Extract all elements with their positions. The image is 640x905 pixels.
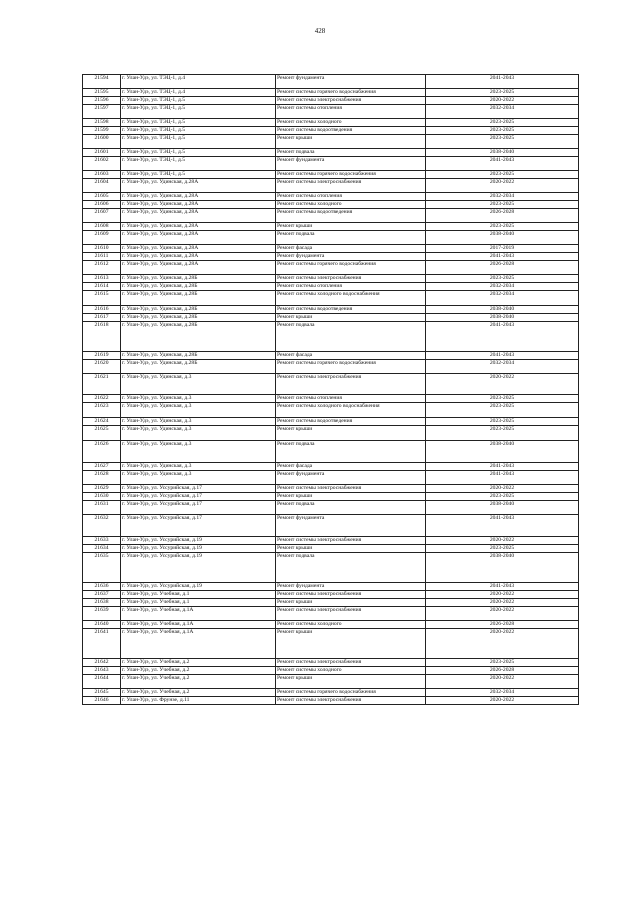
period-cell: 2020-2022 <box>426 607 579 621</box>
work-type-cell: Ремонт системы электроснабжения <box>276 607 426 621</box>
address-cell: г. Улан-Удэ, ул. ТЭЦ-1, д.4 <box>121 75 276 89</box>
address-cell: г. Улан-Удэ, ул. Удинская, д.3 <box>121 403 276 418</box>
address-cell: г. Улан-Удэ, ул. Удинская, д.28Б <box>121 352 276 360</box>
table-row <box>83 374 579 395</box>
table-row <box>83 583 579 591</box>
row-number-cell: 21615 <box>83 291 121 306</box>
period-cell: 2026-2028 <box>426 667 579 675</box>
work-type-cell: Ремонт системы электроснабжения <box>276 275 426 283</box>
row-number-cell: 21632 <box>83 515 121 537</box>
table-row <box>83 659 579 667</box>
address-cell: г. Улан-Удэ, ул. Удинская, д.28А <box>121 209 276 223</box>
work-type-cell: Ремонт системы холодного водоснабжения <box>276 403 426 418</box>
period-cell: 2032-2034 <box>426 193 579 201</box>
address-cell: г. Улан-Удэ, ул. ТЭЦ-1, д.5 <box>121 149 276 157</box>
address-cell: г. Улан-Удэ, ул. Учебная, д.2 <box>121 667 276 675</box>
work-type-cell: Ремонт системы горячего водоснабжения <box>276 360 426 374</box>
period-cell: 2038-2040 <box>426 231 579 245</box>
page-number: 428 <box>314 27 326 35</box>
row-number-cell: 21634 <box>83 545 121 553</box>
row-number-cell: 21640 <box>83 621 121 629</box>
table-row <box>83 553 579 583</box>
table-row <box>83 591 579 599</box>
period-cell: 2032-2034 <box>426 283 579 291</box>
table-body <box>83 75 579 705</box>
row-number-cell: 21600 <box>83 135 121 149</box>
work-type-cell: Ремонт системы отопления <box>276 193 426 201</box>
address-cell: г. Улан-Удэ, ул. Учебная, д.1А <box>121 629 276 659</box>
repair-schedule-table <box>82 74 579 705</box>
row-number-cell: 21622 <box>83 395 121 403</box>
address-cell: г. Улан-Удэ, ул. Удинская, д.3 <box>121 395 276 403</box>
period-cell: 2038-2040 <box>426 501 579 515</box>
work-type-cell: Ремонт крыши <box>276 493 426 501</box>
table-row <box>83 501 579 515</box>
work-type-cell: Ремонт системы электроснабжения <box>276 697 426 705</box>
table-row <box>83 689 579 697</box>
period-cell: 2038-2040 <box>426 149 579 157</box>
row-number-cell: 21642 <box>83 659 121 667</box>
period-cell: 2041-2043 <box>426 157 579 171</box>
work-type-cell: Ремонт фасада <box>276 352 426 360</box>
address-cell: г. Улан-Удэ, ул. ТЭЦ-1, д.5 <box>121 171 276 179</box>
work-type-cell: Ремонт крыши <box>276 675 426 689</box>
row-number-cell: 21611 <box>83 253 121 261</box>
period-cell: 2020-2022 <box>426 179 579 193</box>
address-cell: г. Улан-Удэ, ул. Удинская, д.3 <box>121 471 276 485</box>
period-cell: 2023-2025 <box>426 659 579 667</box>
row-number-cell: 21616 <box>83 306 121 314</box>
address-cell: г. Улан-Удэ, ул. Удинская, д.28А <box>121 261 276 275</box>
table-row <box>83 179 579 193</box>
work-type-cell: Ремонт подвала <box>276 553 426 583</box>
table-row <box>83 209 579 223</box>
table-row <box>83 485 579 493</box>
table-row <box>83 127 579 135</box>
work-type-cell: Ремонт крыши <box>276 426 426 441</box>
period-cell: 2023-2025 <box>426 418 579 426</box>
work-type-cell: Ремонт системы холодного <box>276 201 426 209</box>
table-row <box>83 493 579 501</box>
period-cell: 2041-2043 <box>426 463 579 471</box>
period-cell: 2041-2043 <box>426 322 579 352</box>
work-type-cell: Ремонт подвала <box>276 322 426 352</box>
work-type-cell: Ремонт фундамента <box>276 471 426 485</box>
work-type-cell: Ремонт системы электроснабжения <box>276 591 426 599</box>
work-type-cell: Ремонт системы электроснабжения <box>276 97 426 105</box>
period-cell: 2038-2040 <box>426 441 579 463</box>
row-number-cell: 21633 <box>83 537 121 545</box>
table-row <box>83 253 579 261</box>
period-cell: 2041-2043 <box>426 515 579 537</box>
table-row <box>83 314 579 322</box>
period-cell: 2041-2043 <box>426 75 579 89</box>
table-row <box>83 157 579 171</box>
address-cell: г. Улан-Удэ, ул. Удинская, д.28Б <box>121 291 276 306</box>
address-cell: г. Улан-Удэ, ул. ТЭЦ-1, д.4 <box>121 89 276 97</box>
period-cell: 2020-2022 <box>426 697 579 705</box>
address-cell: г. Улан-Удэ, ул. Удинская, д.28Б <box>121 283 276 291</box>
table-row <box>83 275 579 283</box>
period-cell: 2020-2022 <box>426 485 579 493</box>
address-cell: г. Улан-Удэ, ул. ТЭЦ-1, д.5 <box>121 105 276 119</box>
work-type-cell: Ремонт подвала <box>276 149 426 157</box>
period-cell: 2023-2025 <box>426 395 579 403</box>
table-row <box>83 75 579 89</box>
row-number-cell: 21641 <box>83 629 121 659</box>
work-type-cell: Ремонт системы горячего водоснабжения <box>276 171 426 179</box>
work-type-cell: Ремонт фасада <box>276 463 426 471</box>
work-type-cell: Ремонт подвала <box>276 501 426 515</box>
period-cell: 2020-2022 <box>426 97 579 105</box>
period-cell: 2023-2025 <box>426 119 579 127</box>
row-number-cell: 21601 <box>83 149 121 157</box>
work-type-cell: Ремонт системы отопления <box>276 283 426 291</box>
table-row <box>83 395 579 403</box>
table-row <box>83 441 579 463</box>
row-number-cell: 21609 <box>83 231 121 245</box>
table-row <box>83 135 579 149</box>
address-cell: г. Улан-Удэ, ул. Учебная, д.2 <box>121 689 276 697</box>
period-cell: 2032-2034 <box>426 291 579 306</box>
table-row <box>83 418 579 426</box>
table-row <box>83 629 579 659</box>
period-cell: 2026-2028 <box>426 621 579 629</box>
work-type-cell: Ремонт системы горячего водоснабжения <box>276 689 426 697</box>
work-type-cell: Ремонт системы отопления <box>276 105 426 119</box>
address-cell: г. Улан-Удэ, ул. Удинская, д.28А <box>121 193 276 201</box>
address-cell: г. Улан-Удэ, ул. Удинская, д.3 <box>121 426 276 441</box>
period-cell: 2023-2025 <box>426 171 579 179</box>
period-cell: 2020-2022 <box>426 537 579 545</box>
row-number-cell: 21604 <box>83 179 121 193</box>
table-row <box>83 667 579 675</box>
period-cell: 2023-2025 <box>426 223 579 231</box>
row-number-cell: 21610 <box>83 245 121 253</box>
period-cell: 2020-2022 <box>426 629 579 659</box>
address-cell: г. Улан-Удэ, ул. Уссурийская, д.19 <box>121 583 276 591</box>
table-row <box>83 283 579 291</box>
address-cell: г. Улан-Удэ, ул. ТЭЦ-1, д.5 <box>121 127 276 135</box>
table-row <box>83 291 579 306</box>
row-number-cell: 21598 <box>83 119 121 127</box>
period-cell: 2038-2040 <box>426 306 579 314</box>
row-number-cell: 21613 <box>83 275 121 283</box>
address-cell: г. Улан-Удэ, ул. Удинская, д.28Б <box>121 275 276 283</box>
row-number-cell: 21621 <box>83 374 121 395</box>
row-number-cell: 21627 <box>83 463 121 471</box>
row-number-cell: 21645 <box>83 689 121 697</box>
row-number-cell: 21631 <box>83 501 121 515</box>
period-cell: 2020-2022 <box>426 599 579 607</box>
row-number-cell: 21612 <box>83 261 121 275</box>
work-type-cell: Ремонт фасада <box>276 245 426 253</box>
table-row <box>83 201 579 209</box>
address-cell: г. Улан-Удэ, ул. Фрунзе, д.11 <box>121 697 276 705</box>
address-cell: г. Улан-Удэ, ул. Уссурийская, д.17 <box>121 501 276 515</box>
address-cell: г. Улан-Удэ, ул. Удинская, д.28А <box>121 201 276 209</box>
address-cell: г. Улан-Удэ, ул. Учебная, д.1 <box>121 599 276 607</box>
table-row <box>83 621 579 629</box>
work-type-cell: Ремонт системы холодного <box>276 621 426 629</box>
work-type-cell: Ремонт системы горячего водоснабжения <box>276 89 426 97</box>
table-row <box>83 463 579 471</box>
row-number-cell: 21636 <box>83 583 121 591</box>
address-cell: г. Улан-Удэ, ул. Учебная, д.2 <box>121 675 276 689</box>
work-type-cell: Ремонт системы электроснабжения <box>276 374 426 395</box>
address-cell: г. Улан-Удэ, ул. Уссурийская, д.19 <box>121 545 276 553</box>
address-cell: г. Улан-Удэ, ул. Удинская, д.28А <box>121 179 276 193</box>
table-row <box>83 607 579 621</box>
row-number-cell: 21629 <box>83 485 121 493</box>
table-row <box>83 306 579 314</box>
work-type-cell: Ремонт крыши <box>276 314 426 322</box>
row-number-cell: 21607 <box>83 209 121 223</box>
row-number-cell: 21628 <box>83 471 121 485</box>
address-cell: г. Улан-Удэ, ул. Уссурийская, д.17 <box>121 485 276 493</box>
period-cell: 2032-2034 <box>426 360 579 374</box>
address-cell: г. Улан-Удэ, ул. Удинская, д.28А <box>121 223 276 231</box>
table-row <box>83 245 579 253</box>
work-type-cell: Ремонт системы горячего водоснабжения <box>276 261 426 275</box>
period-cell: 2023-2025 <box>426 201 579 209</box>
row-number-cell: 21618 <box>83 322 121 352</box>
work-type-cell: Ремонт фундамента <box>276 75 426 89</box>
address-cell: г. Улан-Удэ, ул. Удинская, д.28А <box>121 253 276 261</box>
table-row <box>83 426 579 441</box>
period-cell: 2026-2028 <box>426 209 579 223</box>
work-type-cell: Ремонт системы электроснабжения <box>276 659 426 667</box>
period-cell: 2038-2040 <box>426 314 579 322</box>
table-row <box>83 599 579 607</box>
table-row <box>83 171 579 179</box>
address-cell: г. Улан-Удэ, ул. Учебная, д.2 <box>121 659 276 667</box>
period-cell: 2023-2025 <box>426 493 579 501</box>
table-row <box>83 193 579 201</box>
address-cell: г. Улан-Удэ, ул. Удинская, д.28Б <box>121 360 276 374</box>
period-cell: 2023-2025 <box>426 275 579 283</box>
row-number-cell: 21608 <box>83 223 121 231</box>
row-number-cell: 21623 <box>83 403 121 418</box>
period-cell: 2041-2043 <box>426 352 579 360</box>
table-row <box>83 360 579 374</box>
period-cell: 2020-2022 <box>426 591 579 599</box>
work-type-cell: Ремонт подвала <box>276 441 426 463</box>
period-cell: 2032-2034 <box>426 689 579 697</box>
work-type-cell: Ремонт системы электроснабжения <box>276 537 426 545</box>
row-number-cell: 21614 <box>83 283 121 291</box>
period-cell: 2023-2025 <box>426 127 579 135</box>
table-row <box>83 231 579 245</box>
row-number-cell: 21643 <box>83 667 121 675</box>
period-cell: 2023-2025 <box>426 403 579 418</box>
address-cell: г. Улан-Удэ, ул. ТЭЦ-1, д.5 <box>121 97 276 105</box>
table-row <box>83 515 579 537</box>
row-number-cell: 21637 <box>83 591 121 599</box>
row-number-cell: 21599 <box>83 127 121 135</box>
row-number-cell: 21625 <box>83 426 121 441</box>
period-cell: 2041-2043 <box>426 253 579 261</box>
row-number-cell: 21626 <box>83 441 121 463</box>
period-cell: 2023-2025 <box>426 89 579 97</box>
work-type-cell: Ремонт системы холодного <box>276 667 426 675</box>
address-cell: г. Улан-Удэ, ул. Удинская, д.3 <box>121 418 276 426</box>
address-cell: г. Улан-Удэ, ул. Учебная, д.1 <box>121 591 276 599</box>
address-cell: г. Улан-Удэ, ул. Уссурийская, д.17 <box>121 515 276 537</box>
table-row <box>83 223 579 231</box>
table-row <box>83 675 579 689</box>
table-row <box>83 545 579 553</box>
row-number-cell: 21594 <box>83 75 121 89</box>
work-type-cell: Ремонт фундамента <box>276 253 426 261</box>
work-type-cell: Ремонт фундамента <box>276 157 426 171</box>
address-cell: г. Улан-Удэ, ул. Учебная, д.1А <box>121 621 276 629</box>
row-number-cell: 21619 <box>83 352 121 360</box>
address-cell: г. Улан-Удэ, ул. Уссурийская, д.17 <box>121 493 276 501</box>
table-row <box>83 97 579 105</box>
period-cell: 2041-2043 <box>426 583 579 591</box>
period-cell: 2020-2022 <box>426 675 579 689</box>
table-row <box>83 105 579 119</box>
work-type-cell: Ремонт подвала <box>276 231 426 245</box>
table-row <box>83 471 579 485</box>
period-cell: 2038-2040 <box>426 553 579 583</box>
table-row <box>83 261 579 275</box>
row-number-cell: 21644 <box>83 675 121 689</box>
address-cell: г. Улан-Удэ, ул. ТЭЦ-1, д.5 <box>121 157 276 171</box>
address-cell: г. Улан-Удэ, ул. Удинская, д.28А <box>121 245 276 253</box>
row-number-cell: 21597 <box>83 105 121 119</box>
work-type-cell: Ремонт фундамента <box>276 583 426 591</box>
period-cell: 2041-2043 <box>426 471 579 485</box>
table-row <box>83 119 579 127</box>
work-type-cell: Ремонт системы холодного <box>276 119 426 127</box>
period-cell: 2020-2022 <box>426 374 579 395</box>
address-cell: г. Улан-Удэ, ул. Учебная, д.1А <box>121 607 276 621</box>
address-cell: г. Улан-Удэ, ул. Удинская, д.28Б <box>121 306 276 314</box>
row-number-cell: 21603 <box>83 171 121 179</box>
work-type-cell: Ремонт системы отопления <box>276 395 426 403</box>
address-cell: г. Улан-Удэ, ул. ТЭЦ-1, д.5 <box>121 135 276 149</box>
work-type-cell: Ремонт фундамента <box>276 515 426 537</box>
address-cell: г. Улан-Удэ, ул. Удинская, д.28Б <box>121 314 276 322</box>
row-number-cell: 21639 <box>83 607 121 621</box>
work-type-cell: Ремонт системы электроснабжения <box>276 179 426 193</box>
work-type-cell: Ремонт системы водоотведения <box>276 418 426 426</box>
work-type-cell: Ремонт крыши <box>276 135 426 149</box>
work-type-cell: Ремонт системы водоотведения <box>276 127 426 135</box>
work-type-cell: Ремонт системы водоотведения <box>276 209 426 223</box>
work-type-cell: Ремонт системы водоотведения <box>276 306 426 314</box>
table-row <box>83 537 579 545</box>
table-row <box>83 697 579 705</box>
row-number-cell: 21596 <box>83 97 121 105</box>
row-number-cell: 21620 <box>83 360 121 374</box>
work-type-cell: Ремонт крыши <box>276 599 426 607</box>
work-type-cell: Ремонт системы электроснабжения <box>276 485 426 493</box>
table-row <box>83 322 579 352</box>
address-cell: г. Улан-Удэ, ул. Удинская, д.3 <box>121 374 276 395</box>
period-cell: 2023-2025 <box>426 135 579 149</box>
address-cell: г. Улан-Удэ, ул. ТЭЦ-1, д.5 <box>121 119 276 127</box>
row-number-cell: 21646 <box>83 697 121 705</box>
row-number-cell: 21605 <box>83 193 121 201</box>
table-row <box>83 403 579 418</box>
work-type-cell: Ремонт крыши <box>276 223 426 231</box>
row-number-cell: 21617 <box>83 314 121 322</box>
table-row <box>83 352 579 360</box>
work-type-cell: Ремонт крыши <box>276 629 426 659</box>
period-cell: 2023-2025 <box>426 545 579 553</box>
table-row <box>83 89 579 97</box>
row-number-cell: 21606 <box>83 201 121 209</box>
row-number-cell: 21595 <box>83 89 121 97</box>
row-number-cell: 21638 <box>83 599 121 607</box>
period-cell: 2023-2025 <box>426 426 579 441</box>
address-cell: г. Улан-Удэ, ул. Удинская, д.28Б <box>121 322 276 352</box>
address-cell: г. Улан-Удэ, ул. Удинская, д.28А <box>121 231 276 245</box>
period-cell: 2017-2019 <box>426 245 579 253</box>
row-number-cell: 21635 <box>83 553 121 583</box>
work-type-cell: Ремонт системы холодного водоснабжения <box>276 291 426 306</box>
row-number-cell: 21624 <box>83 418 121 426</box>
address-cell: г. Улан-Удэ, ул. Уссурийская, д.19 <box>121 553 276 583</box>
address-cell: г. Улан-Удэ, ул. Уссурийская, д.19 <box>121 537 276 545</box>
period-cell: 2032-2034 <box>426 105 579 119</box>
address-cell: г. Улан-Удэ, ул. Удинская, д.3 <box>121 463 276 471</box>
table-row <box>83 149 579 157</box>
row-number-cell: 21602 <box>83 157 121 171</box>
address-cell: г. Улан-Удэ, ул. Удинская, д.3 <box>121 441 276 463</box>
period-cell: 2026-2028 <box>426 261 579 275</box>
row-number-cell: 21630 <box>83 493 121 501</box>
work-type-cell: Ремонт крыши <box>276 545 426 553</box>
